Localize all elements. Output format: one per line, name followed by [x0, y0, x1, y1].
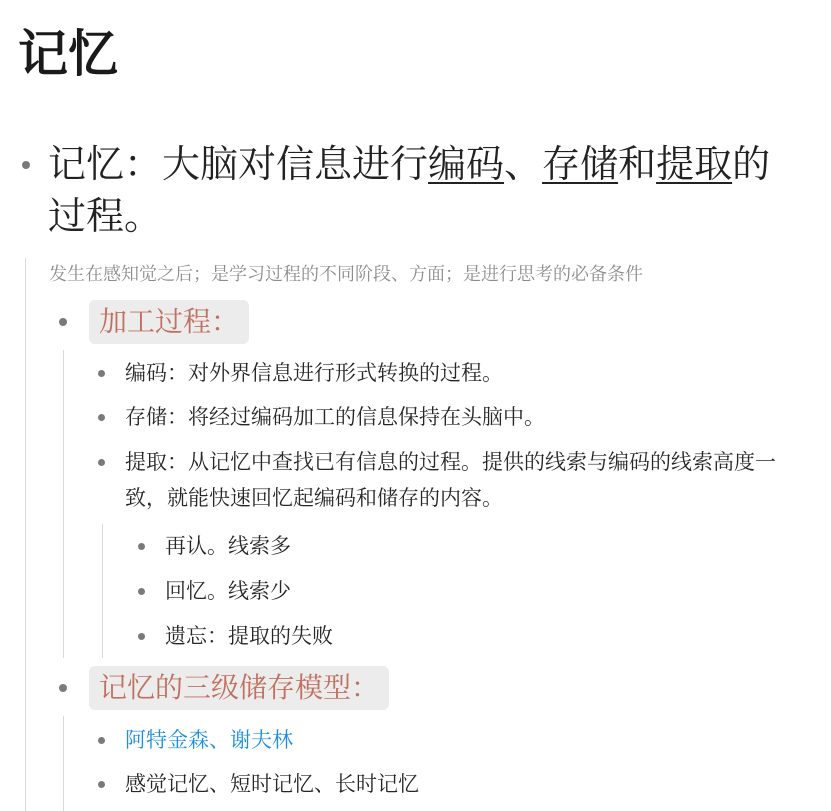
encoding-term: 编码	[428, 142, 505, 186]
forgetting-item: 遗忘：提取的失败	[165, 624, 333, 648]
topic-text: 记忆：大脑对信息进行编码、存储和提取的过程。	[48, 142, 771, 238]
memory-stages-item: 感觉记忆、短时记忆、长时记忆	[125, 772, 419, 796]
topic-bullet[interactable]	[22, 161, 30, 169]
retrieval-term: 提取	[656, 142, 733, 186]
processing-guide-line	[63, 350, 64, 658]
storage-term: 存储	[542, 142, 619, 186]
model-guide-line	[63, 716, 64, 811]
authors-link[interactable]: 阿特金森、谢夫林	[125, 728, 293, 752]
storage-item: 存储：将经过编码加工的信息保持在头脑中。	[125, 405, 545, 429]
sub-item-bullet[interactable]	[138, 633, 145, 640]
list-item-bullet[interactable]	[98, 781, 105, 788]
model-heading: 记忆的三级储存模型：	[89, 666, 389, 710]
encoding-item: 编码：对外界信息进行形式转换的过程。	[125, 361, 503, 385]
list-item-bullet[interactable]	[98, 370, 105, 377]
list-item-bullet[interactable]	[98, 737, 105, 744]
processing-bullet[interactable]	[59, 318, 67, 326]
topic-note: 发生在感知觉之后；是学习过程的不同阶段、方面；是进行思考的必备条件	[49, 264, 643, 285]
list-item-bullet[interactable]	[98, 459, 105, 466]
recognition-item: 再认。线索多	[165, 534, 291, 558]
retrieval-guide-line	[102, 524, 103, 658]
model-bullet[interactable]	[59, 684, 67, 692]
recall-item: 回忆。线索少	[165, 579, 291, 603]
sub-item-bullet[interactable]	[138, 543, 145, 550]
topic-guide-line	[25, 258, 26, 811]
list-item-bullet[interactable]	[98, 414, 105, 421]
retrieval-item: 提取：从记忆中查找已有信息的过程。提供的线索与编码的线索高度一致，就能快速回忆起编码和储存的内容。	[125, 450, 776, 510]
sub-item-bullet[interactable]	[138, 588, 145, 595]
processing-heading: 加工过程：	[89, 300, 249, 344]
page-title: 记忆	[18, 25, 118, 83]
